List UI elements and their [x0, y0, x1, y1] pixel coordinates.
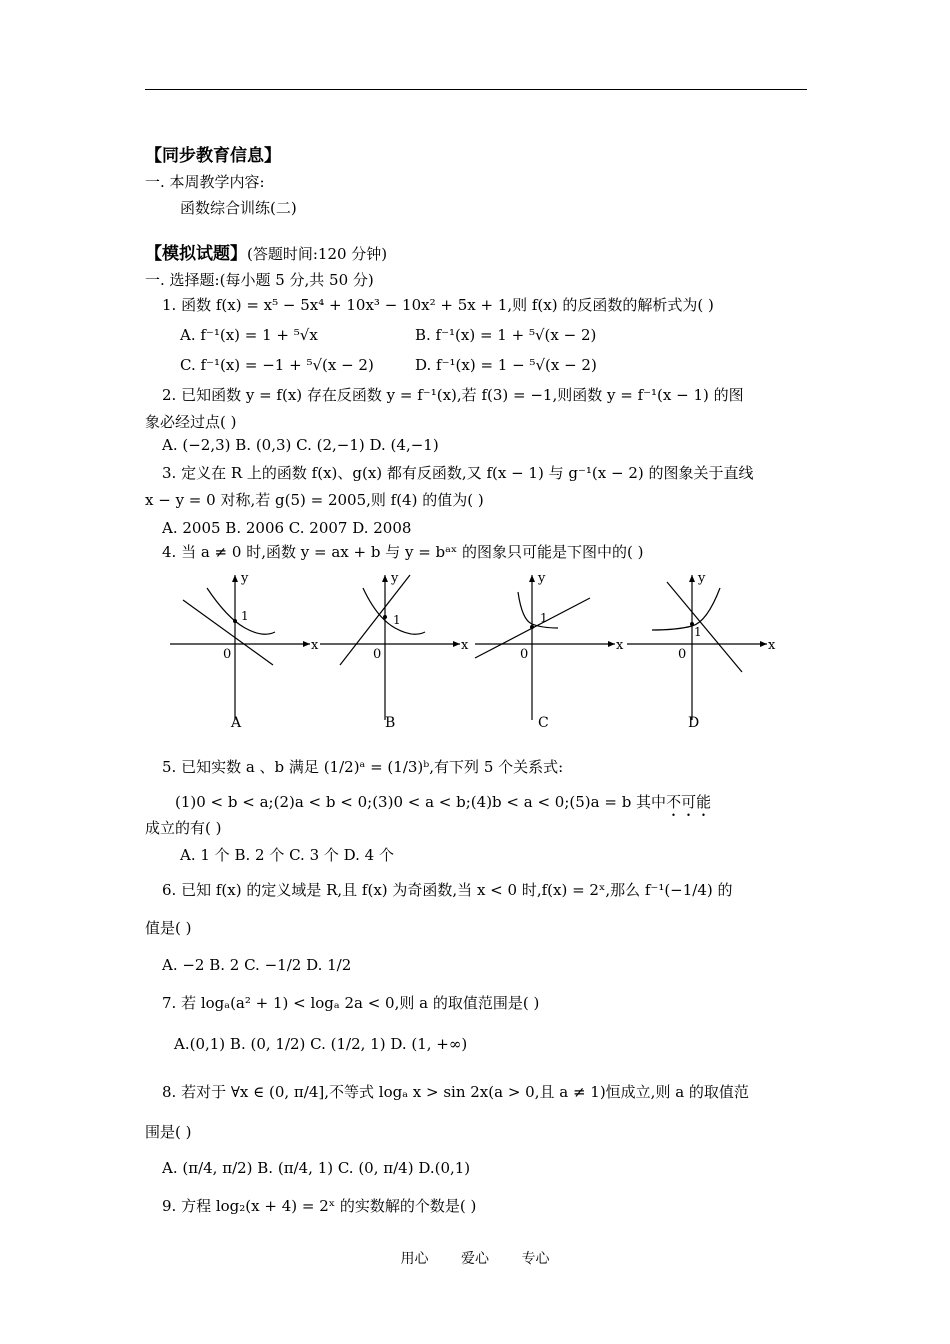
time-note: (答题时间:120 分钟): [247, 245, 388, 263]
q7-options: A.(0,1) B. (0, 1/2) C. (1/2, 1) D. (1, +∞): [174, 1035, 468, 1053]
q1-stem: 1. 函数 f(x) = x⁵ − 5x⁴ + 10x³ − 10x² + 5x + 1,则 f(x) 的反函数的解析式为( ): [162, 296, 714, 314]
graph-b-origin: 0: [373, 647, 382, 662]
graph-d-one: 1: [694, 625, 702, 639]
q5-stem: 5. 已知实数 a 、b 满足 (1/2)ᵃ = (1/3)ᵇ,有下列 5 个关系式:: [162, 758, 564, 776]
graph-a-label: A: [231, 715, 242, 731]
section-title: 【同步教育信息】: [145, 146, 281, 166]
graph-a-y-label: y: [241, 571, 249, 586]
q2-options: A. (−2,3) B. (0,3) C. (2,−1) D. (4,−1): [162, 436, 439, 454]
q6-stem-1: 6. 已知 f(x) 的定义域是 R,且 f(x) 为奇函数,当 x < 0 时,f(x) = 2ˣ,那么 f⁻¹(−1/4) 的: [162, 881, 733, 899]
q6-stem-2: 值是( ): [145, 919, 192, 937]
graph-b-label: B: [385, 715, 396, 731]
exam-title-row: [145, 244, 387, 264]
graph-c-one: 1: [540, 611, 548, 625]
q1-option-d: D. f⁻¹(x) = 1 − ⁵√(x − 2): [415, 356, 597, 374]
q4-graph-a: [165, 570, 319, 731]
q6-options: A. −2 B. 2 C. −1/2 D. 1/2: [162, 956, 352, 974]
q5-relations-text: (1)0 < b < a;(2)a < b < 0;(3)0 < a < b;(4)b < a < 0;(5)a = b 其中: [175, 793, 667, 811]
graph-d-y-label: y: [698, 571, 706, 586]
graph-a-one: 1: [241, 609, 249, 623]
page-footer: [0, 1248, 950, 1268]
q2-stem-1: 2. 已知函数 y = f(x) 存在反函数 y = f⁻¹(x),若 f(3) = −1,则函数 y = f⁻¹(x − 1) 的图: [162, 386, 744, 404]
graph-c-y-label: y: [538, 571, 546, 586]
content-topic: 函数综合训练(二): [180, 199, 297, 217]
q4-graph-c: [470, 570, 624, 731]
q5-relations: [175, 792, 711, 820]
q1-option-c: C. f⁻¹(x) = −1 + ⁵√(x − 2): [180, 356, 374, 374]
q1-option-a: A. f⁻¹(x) = 1 + ⁵√x: [180, 326, 318, 344]
q8-options: A. (π/4, π/2) B. (π/4, 1) C. (0, π/4) D.(0,1): [162, 1159, 471, 1177]
q5-stem-2: 成立的有( ): [145, 819, 222, 837]
footer-word-2: 爱心: [461, 1251, 489, 1267]
q3-options: A. 2005 B. 2006 C. 2007 D. 2008: [162, 519, 412, 537]
q9-stem: 9. 方程 log₂(x + 4) = 2ˣ 的实数解的个数是( ): [162, 1197, 477, 1215]
graph-d-x-label: x: [768, 638, 776, 653]
q8-stem-1: 8. 若对于 ∀x ∈ (0, π/4],不等式 logₐ x > sin 2x(a > 0,且 a ≠ 1)恒成立,则 a 的取值范: [162, 1083, 749, 1101]
graph-a-x-label: x: [311, 638, 319, 653]
q7-stem: 7. 若 logₐ(a² + 1) < logₐ 2a < 0,则 a 的取值范围是( ): [162, 994, 540, 1012]
q2-stem-2: 象必经过点( ): [145, 413, 237, 431]
q4-graph-d: [622, 570, 776, 731]
graph-b-one: 1: [393, 613, 401, 627]
footer-word-1: 用心: [400, 1251, 429, 1267]
header-rule: [145, 89, 807, 90]
q5-options: A. 1 个 B. 2 个 C. 3 个 D. 4 个: [180, 846, 394, 864]
section-choice: 一. 选择题:(每小题 5 分,共 50 分): [145, 271, 374, 289]
exam-title: 【模拟试题】: [145, 244, 247, 264]
q1-option-b: B. f⁻¹(x) = 1 + ⁵√(x − 2): [415, 326, 597, 344]
graph-c-origin: 0: [520, 647, 529, 662]
graph-d-label: D: [688, 715, 700, 731]
graph-b-x-label: x: [461, 638, 469, 653]
graph-b-y-label: y: [391, 571, 399, 586]
graph-c-x-label: x: [616, 638, 624, 653]
q5-emphasis: 不可能: [666, 793, 712, 811]
content-label: 一. 本周教学内容:: [145, 173, 265, 191]
graph-d-origin: 0: [678, 647, 687, 662]
q4-graph-b: [315, 570, 469, 731]
graph-a-origin: 0: [223, 647, 232, 662]
q3-stem-1: 3. 定义在 R 上的函数 f(x)、g(x) 都有反函数,又 f(x − 1) 与 g⁻¹(x − 2) 的图象关于直线: [162, 464, 754, 482]
q8-stem-2: 围是( ): [145, 1123, 192, 1141]
q3-stem-2: x − y = 0 对称,若 g(5) = 2005,则 f(4) 的值为( ): [145, 491, 484, 509]
graph-c-label: C: [538, 715, 549, 731]
footer-word-3: 专心: [521, 1251, 550, 1267]
q4-stem: 4. 当 a ≠ 0 时,函数 y = ax + b 与 y = bᵃˣ 的图象只可能是下图中的( ): [162, 543, 644, 561]
